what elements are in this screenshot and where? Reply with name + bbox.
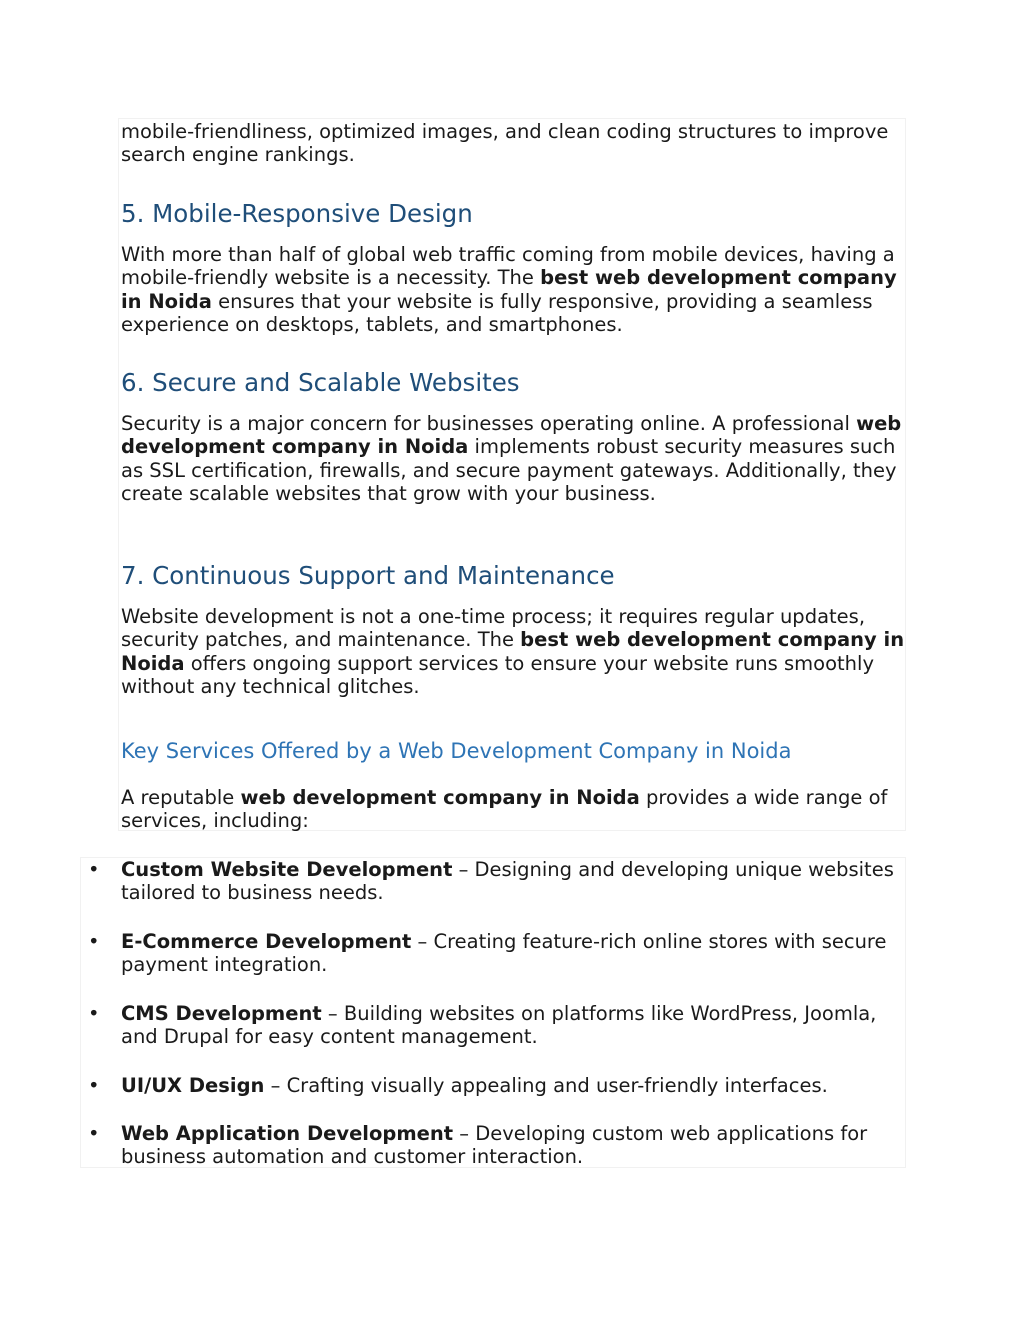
bullet-icon: • <box>88 1002 100 1025</box>
list-item: CMS Development – Building websites on platforms like WordPress, Joomla, and Drupal for easy content management. <box>121 1002 877 1049</box>
section-6-heading: 6. Secure and Scalable Websites <box>121 368 520 397</box>
services-intro-paragraph: A reputable web development company in Noida provides a wide range of services, including: <box>121 786 888 833</box>
bullet-icon: • <box>88 858 100 881</box>
section-6-bold-phrase: web development company in Noida <box>121 412 902 459</box>
intro-tail-paragraph: mobile-friendliness, optimized images, and clean coding structures to improve search engine rankings. <box>121 120 889 167</box>
section-5-heading: 5. Mobile-Responsive Design <box>121 199 473 228</box>
section-6-paragraph: Security is a major concern for businesses operating online. A professional web development company in Noida implements robust security measures such as SSL certification, firewalls, and secure payment gateways. Additionally, they create scalable websites that grow with your business. <box>121 412 902 506</box>
section-5-bold-phrase: best web development company in Noida <box>121 266 897 313</box>
services-bold-phrase: web development company in Noida <box>240 786 640 809</box>
list-item: UI/UX Design – Crafting visually appealing and user-friendly interfaces. <box>121 1074 828 1097</box>
bullet-icon: • <box>88 1074 100 1097</box>
section-7-paragraph: Website development is not a one-time process; it requires regular updates, security patches, and maintenance. The best web development company in Noida offers ongoing support services to ensure your website runs smoothly without any technical glitches. <box>121 605 905 699</box>
bullet-icon: • <box>88 930 100 953</box>
section-5-paragraph: With more than half of global web traffic coming from mobile devices, having a mobile-friendly website is a necessity. The best web development company in Noida ensures that your website is fully responsive, providing a seamless experience on desktops, tablets, and smartphones. <box>121 243 897 337</box>
list-item: Web Application Development – Developing custom web applications for business automation and customer interaction. <box>121 1122 868 1169</box>
list-item: E-Commerce Development – Creating feature-rich online stores with secure payment integration. <box>121 930 887 977</box>
bullet-icon: • <box>88 1122 100 1145</box>
list-item: Custom Website Development – Designing and developing unique websites tailored to business needs. <box>121 858 894 905</box>
section-7-bold-phrase: best web development company in Noida <box>121 628 905 675</box>
services-heading: Key Services Offered by a Web Development Company in Noida <box>121 739 792 763</box>
section-7-heading: 7. Continuous Support and Maintenance <box>121 561 615 590</box>
